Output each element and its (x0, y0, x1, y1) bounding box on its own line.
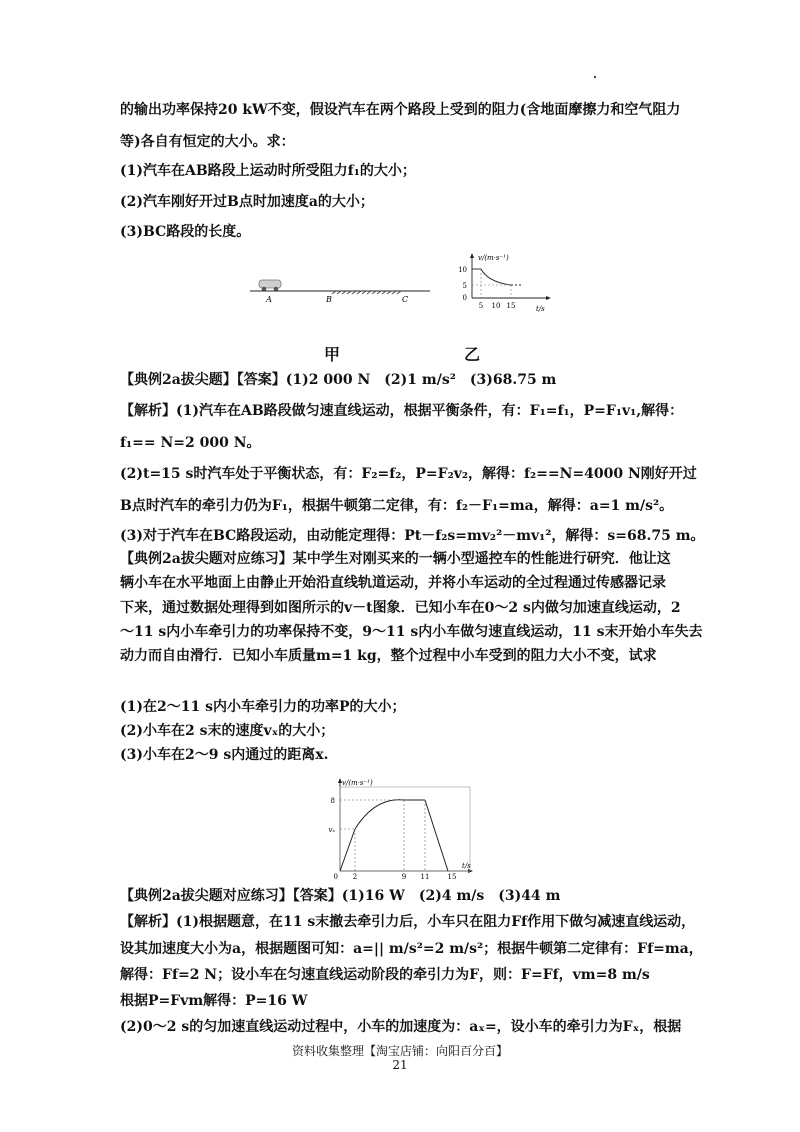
analysis-line: 【解析】(1)汽车在AB路段做匀速直线运动，根据平衡条件，有：F₁=f₁，P=F₁v₁,解得： (120, 403, 684, 419)
v-line-decelerate (425, 800, 448, 871)
figure-caption-jia: 甲 (324, 345, 341, 364)
analysis-line: 设其加速度大小为a，根据题图可知：a=|| m/s²=2 m/s²；根据牛顿第二定律有：Ff=ma， (120, 941, 703, 957)
y-tick-label: 0 (462, 294, 467, 302)
v-line-accelerate (340, 829, 355, 871)
page-number: 21 (392, 1058, 408, 1072)
analysis-line: f₁== N=2 000 N。 (120, 435, 261, 451)
analysis-line: 根据P=Fvm解得：P=16 W (120, 993, 308, 1009)
x-tick-label: 2 (352, 873, 358, 881)
footer-source: 资料收集整理【淘宝店铺：向阳百分百】 (291, 1044, 508, 1058)
x-axis-label: t/s (536, 305, 545, 313)
answer-line: 【典例2a拔尖题】【答案】(1)2 000 N (2)1 m/s² (3)68.75 m (120, 372, 557, 388)
y-tick-label-vx: vₓ (328, 826, 335, 834)
figure-caption-yi: 乙 (464, 345, 481, 364)
x-tick-label: 9 (401, 873, 407, 881)
y-tick-label: 5 (462, 282, 467, 290)
y-axis-label: v/(m·s⁻¹) (342, 779, 373, 787)
paragraph-line: 等)各自有恒定的大小。求： (120, 134, 295, 150)
exercise-question-2: (2)小车在2 s末的速度vₓ的大小； (120, 723, 335, 739)
exercise-line: ～11 s内小车牵引力的功率保持不变，9～11 s内小车做匀速直线运动，11 s末开始小车失去 (120, 624, 703, 640)
figure-road-diagram (245, 268, 435, 308)
point-a-label: A (266, 295, 272, 304)
stray-dot (594, 76, 596, 78)
car-icon (259, 280, 281, 288)
exercise-line: 下来，通过数据处理得到如图所示的v－t图象．已知小车在0～2 s内做匀加速直线运动，2 (120, 600, 681, 616)
analysis-line: (3)对于汽车在BC路段运动，由动能定理得：Pt－f₂s=mv₂²－mv₁²，解得：s=68.75 m。 (120, 528, 705, 544)
exercise-line: 动力而自由滑行．已知小车质量m=1 kg，整个过程中小车受到的阻力大小不变，试求 (120, 648, 657, 664)
exercise-question-3: (3)小车在2～9 s内通过的距离x. (120, 747, 329, 763)
analysis-line: 【解析】(1)根据题意，在11 s末撤去牵引力后，小车只在阻力Ff作用下做匀减速直线运动， (120, 914, 696, 930)
question-2: (2)汽车刚好开过B点时加速度a的大小； (120, 194, 374, 210)
x-axis-arrow-icon (546, 296, 551, 300)
paragraph-line: 的输出功率保持20 kW不变，假设汽车在两个路段上受到的阻力(含地面摩擦力和空气阻力 (120, 102, 681, 118)
question-3: (3)BC路段的长度。 (120, 224, 251, 240)
v-curve-constant-power (355, 800, 404, 829)
analysis-line: B点时汽车的牵引力仍为F₁，根据牛顿第二定律，有：f₂－F₁=ma，解得：a=1 m/s²。 (120, 498, 674, 514)
y-tick-label: 8 (330, 797, 335, 805)
exercise-line: 【典例2a拔尖题对应练习】某中学生对刚买来的一辆小型遥控车的性能进行研究．他让这 (120, 551, 671, 567)
origin-label: 0 (333, 873, 338, 881)
answer-line: 【典例2a拔尖题对应练习】【答案】(1)16 W (2)4 m/s (3)44 m (120, 888, 561, 904)
question-1: (1)汽车在AB路段上运动时所受阻力f₁的大小； (120, 163, 416, 179)
analysis-line: 解得：Ff=2 N；设小车在匀速直线运动阶段的牵引力为F，则：F=Ff，vm=8 m/s (120, 967, 650, 983)
x-tick-label: 15 (447, 873, 457, 881)
x-tick-label: 10 (491, 302, 501, 310)
x-tick-label: 11 (420, 873, 430, 881)
x-tick-label: 5 (478, 302, 484, 310)
x-tick-label: 15 (506, 302, 516, 310)
y-axis-arrow-icon (470, 253, 474, 258)
x-axis-label: t/s (462, 862, 471, 870)
point-b-label: B (326, 295, 332, 304)
analysis-line: (2)0～2 s的匀加速直线运动过程中，小车的加速度为：aₓ=，设小车的牵引力为Fₓ，根据 (120, 1019, 682, 1035)
exercise-question-1: (1)在2～11 s内小车牵引力的功率P的大小； (120, 699, 406, 715)
analysis-line: (2)t=15 s时汽车处于平衡状态，有：F₂=f₂，P=F₂v₂，解得：f₂==N=4000 N刚好开过 (120, 466, 697, 482)
y-tick-label: 10 (458, 266, 467, 274)
figure-vt-graph-small (448, 250, 558, 314)
v-curve-decay (481, 269, 511, 285)
y-axis-label: v/(m·s⁻¹) (478, 254, 509, 262)
point-c-label: C (401, 295, 409, 304)
figure-vt-graph (320, 773, 490, 881)
exercise-line: 辆小车在水平地面上由静止开始沿直线轨道运动，并将小车运动的全过程通过传感器记录 (120, 575, 666, 591)
